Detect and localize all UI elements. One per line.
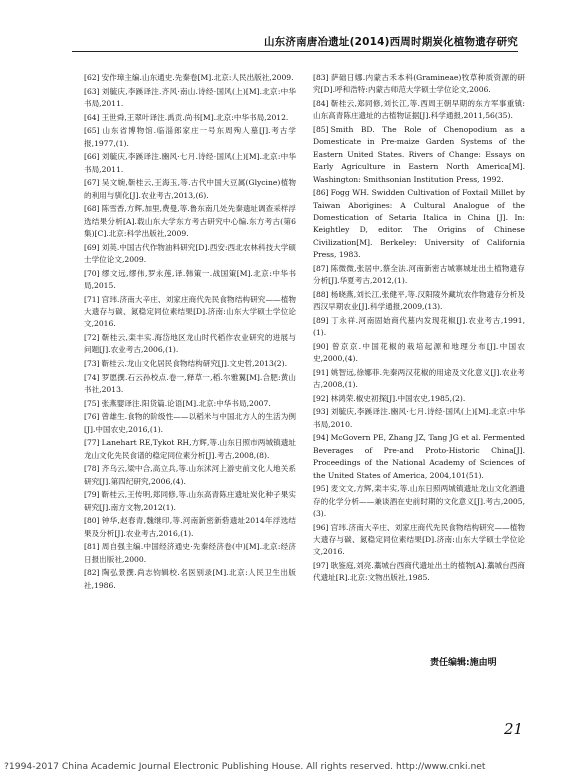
- reference-text: 姚智远,徐娜菲.先秦两汉花椒的用途及文化意义[J].农业考古,2008,(1).: [313, 367, 525, 390]
- reference-text: 山东省博物馆.临淄郎家庄一号东周殉人墓[J].考古学报,1977,(1).: [84, 126, 296, 148]
- reference-text: Fogg WH. Swidden Cultivation of Foxtail Millet by Taiwan Aborigines: A Cultural Analogue of the Domestication of Setaria Italica in China [J]. In: Keightley D, editor. The Origins of Chinese Civilization[M]. Berkeley: University of California Press, 1983.: [313, 188, 525, 260]
- reference-number: [77]: [84, 438, 100, 448]
- running-header: [0, 34, 588, 50]
- reference-text: 靳桂云.龙山文化居民食物结构研究[J].文史哲,2013(2).: [101, 359, 287, 368]
- reference-entry: [84, 463, 296, 488]
- reference-text: 靳桂云,王传明,郑同修,等.山东高青陈庄遗址炭化种子果实研究[J].南方文物,2012(1).: [84, 490, 296, 512]
- reference-entry: [84, 112, 296, 124]
- reference-text: 周自强主编.中国经济通史·先秦经济卷(中)[M].北京:经济日报出版社,2000.: [84, 542, 296, 564]
- reference-text: 缪文远,缪伟,罗永莲,译.韩策一.战国策[M].北京:中华书局,2015.: [84, 268, 296, 290]
- copyright-footer: ?1994-2017 China Academic Journal Electronic Publishing House. All rights reserved. http://www.cnki.net: [4, 761, 486, 772]
- reference-text: 刘毓庆,李蹊译注.豳风·七月.诗经·国风(上)[M].北京:中华书局,2010.: [313, 407, 525, 429]
- reference-number: [71]: [84, 294, 100, 304]
- reference-entry: [84, 398, 296, 410]
- reference-text: 萨础日娜.内蒙古禾本科(Gramineae)牧草种质资源的研究[D].呼和浩特:内蒙古师范大学硕士学位论文,2006.: [313, 73, 525, 95]
- reference-text: 陈微微,张居中,蔡全法.河南新密古城寨城址出土植物遗存分析[J].华夏考古,2012,(1).: [313, 263, 525, 286]
- reference-number: [78]: [84, 464, 100, 474]
- reference-entry: [313, 393, 525, 405]
- reference-entry: [84, 358, 296, 370]
- reference-entry: [84, 372, 296, 397]
- reference-text: 钟华,赵春青,魏继印,等.河南新密新砦遗址2014年浮选结果及分析[J].农业考古,2016,(1).: [84, 516, 296, 538]
- reference-text: 刘毓庆,李蹊译注.齐风·南山.诗经·国风(上)[M].北京:中华书局,2011.: [84, 86, 296, 108]
- reference-entry: [313, 289, 525, 314]
- reference-entry: [84, 515, 296, 540]
- reference-entry: [84, 242, 296, 267]
- reference-entry: [84, 437, 296, 462]
- running-header-title: 山东济南唐冶遗址(2014)西周时期炭化植物遗存研究: [263, 36, 518, 48]
- reference-entry: [84, 86, 296, 111]
- reference-number: [81]: [84, 542, 100, 552]
- references-left-column: [84, 72, 296, 593]
- reference-text: 耿鉴庭,刘亮.藁城台西商代遗址出土的植物[A].藁城台西商代遗址[R].北京:文物出版社,1985.: [313, 561, 525, 583]
- reference-number: [82]: [84, 568, 100, 578]
- reference-text: Smith BD. The Role of Chenopodium as a Domesticate in Pre-maize Garden Systems of the Eastern United States. Rivers of Change: Essays on Early Agriculture in Eastern North America[M]. Washington: Smithsonian Institution Press, 1992.: [313, 125, 525, 184]
- reference-number: [70]: [84, 268, 100, 278]
- reference-entry: [313, 187, 525, 261]
- reference-text: 宫玮.济南大辛庄、刘家庄商代先民食物结构研究——植物大遗存与碳、氮稳定同位素结果[D].济南:山东大学硕士学位论文,2016.: [84, 294, 296, 329]
- reference-entry: [84, 125, 296, 150]
- reference-entry: [313, 72, 525, 97]
- reference-text: 陶弘景撰.尚志钧辑校.名医别录[M].北京:人民卫生出版社,1986.: [84, 568, 296, 590]
- header-rule: [72, 51, 518, 52]
- reference-text: 麦文文,方辉,栾丰实,等.山东日照两城镇遗址龙山文化酒遗存的化学分析——兼谈酒在史前时期的文化意义[J].考古,2005,(3).: [313, 484, 525, 519]
- reference-number: [74]: [84, 372, 100, 382]
- reference-text: Lanehart RE,Tykot RH,方辉,等.山东日照市两城镇遗址龙山文化先民食谱的稳定同位素分析[J].考古,2008,(8).: [84, 438, 296, 460]
- reference-entry: [313, 483, 525, 520]
- reference-text: 吴文婉,靳桂云,王海玉,等.古代中国大豆属(Glycine)植物的利用与驯化[J].农业考古,2013,(6).: [84, 178, 296, 200]
- reference-text: 曾雄生.食物的阶级性——以稻米与中国北方人的生活为例[J].中国农史,2016,(1).: [84, 412, 296, 434]
- reference-text: 靳桂云,栾丰实.海岱地区龙山时代稻作农业研究的进展与问题[J].农业考古,2006,(1).: [84, 333, 296, 355]
- reference-number: [94]: [313, 433, 329, 443]
- reference-number: [79]: [84, 490, 100, 500]
- reference-entry: [313, 367, 525, 392]
- reference-entry: [313, 432, 525, 482]
- reference-number: [76]: [84, 412, 100, 422]
- reference-number: [83]: [313, 73, 329, 82]
- reference-number: [63]: [84, 86, 100, 96]
- reference-entry: [84, 294, 296, 331]
- reference-number: [90]: [313, 341, 329, 351]
- reference-entry: [313, 560, 525, 585]
- reference-entry: [84, 177, 296, 202]
- reference-entry: [84, 72, 296, 84]
- reference-text: 安作璋主编.山东通史.先秦卷[M].北京:人民出版社,2009.: [101, 73, 294, 82]
- reference-entry: [313, 263, 525, 288]
- reference-text: 齐乌云,梁中合,高立兵,等.山东沭河上游史前文化人地关系研究[J].第四纪研究,2006,(4).: [84, 464, 296, 486]
- reference-entry: [84, 203, 296, 240]
- reference-text: 曾京京.中国花椒的栽培起源和地理分布[J].中国农史,2000,(4).: [313, 341, 525, 364]
- reference-text: 陈雪香,方辉,加里,费曼,等.鲁东南几处先秦遗址调查采样浮选结果分析[A].载山东大学东方考古研究中心编.东方考古(第6集)[C].北京:科学出版社,2009.: [84, 204, 296, 238]
- reference-number: [68]: [84, 204, 100, 214]
- reference-entry: [84, 332, 296, 357]
- reference-text: 丁永祥.河南固始商代墓内发现花椒[J].农业考古,1991,(1).: [313, 315, 525, 338]
- reference-number: [96]: [313, 522, 329, 532]
- reference-number: [87]: [313, 263, 329, 273]
- reference-number: [73]: [84, 359, 100, 368]
- reference-number: [62]: [84, 73, 100, 82]
- reference-number: [67]: [84, 178, 100, 188]
- reference-number: [97]: [313, 561, 329, 571]
- reference-text: 王世舜,王翠叶译注.禹贡.尚书[M].北京:中华书局,2012.: [101, 112, 289, 122]
- references-right-column: [313, 72, 525, 586]
- reference-text: 张燕婴译注.阳货篇.论语[M].北京:中华书局,2007.: [101, 398, 271, 408]
- page-number: 21: [504, 720, 524, 738]
- reference-entry: [84, 489, 296, 514]
- reference-text: 刘英.中国古代作物油料研究[D].西安:西北农林科技大学硕士学位论文,2009.: [84, 242, 296, 264]
- reference-number: [80]: [84, 516, 100, 526]
- reference-entry: [313, 315, 525, 340]
- reference-entry: [84, 541, 296, 566]
- reference-number: [65]: [84, 126, 100, 136]
- reference-text: 罗愿撰.石云孙校点.卷一,释草一,稻.尔雅翼[M].合肥:黄山书社,2013.: [84, 372, 296, 394]
- responsible-editor: 责任编辑:施由明: [430, 658, 497, 668]
- reference-number: [69]: [84, 242, 100, 252]
- reference-number: [86]: [313, 188, 329, 198]
- reference-number: [84]: [313, 99, 329, 108]
- reference-number: [75]: [84, 398, 100, 408]
- reference-number: [88]: [313, 289, 329, 299]
- reference-number: [64]: [84, 112, 100, 122]
- reference-text: McGovern PE, Zhang JZ, Tang JG et al. Fermented Beverages of Pre-and Proto-Historic China[J]. Proceedings of the National Academy of Sciences of the United States of America, 2004,101(51).: [313, 433, 525, 480]
- reference-text: 靳桂云,郑同修,刘长江,等.西周王朝早期的东方军事重镇:山东高青陈庄遗址的古植物证据[J].科学通报,2011,56(35).: [313, 99, 525, 121]
- reference-number: [66]: [84, 152, 100, 162]
- reference-entry: [313, 124, 525, 186]
- reference-text: 林鸿荣.椒史初探[J].中国农史,1985,(2).: [330, 393, 466, 403]
- reference-number: [92]: [313, 393, 329, 403]
- reference-number: [89]: [313, 315, 329, 325]
- reference-text: 杨晓燕,刘长江,张健平,等.汉阳陵外藏坑农作物遗存分析及西汉早期农业[J].科学通报,2009,(13).: [313, 289, 525, 312]
- reference-entry: [84, 268, 296, 293]
- reference-number: [93]: [313, 407, 329, 417]
- reference-text: 刘毓庆,李蹊译注.豳风·七月.诗经·国风(上)[M].北京:中华书局,2011.: [84, 152, 296, 174]
- reference-entry: [84, 411, 296, 436]
- reference-number: [72]: [84, 333, 100, 342]
- reference-text: 宫玮.济南大辛庄、刘家庄商代先民食物结构研究——植物大遗存与碳、氮稳定同位素结果[D].济南:山东大学硕士学位论文,2016.: [313, 522, 525, 557]
- reference-entry: [313, 406, 525, 431]
- reference-entry: [313, 341, 525, 366]
- reference-entry: [313, 98, 525, 123]
- reference-entry: [84, 567, 296, 592]
- reference-entry: [84, 151, 296, 176]
- reference-entry: [313, 522, 525, 559]
- reference-number: [91]: [313, 367, 329, 377]
- reference-number: [85]: [313, 125, 329, 134]
- reference-number: [95]: [313, 484, 329, 494]
